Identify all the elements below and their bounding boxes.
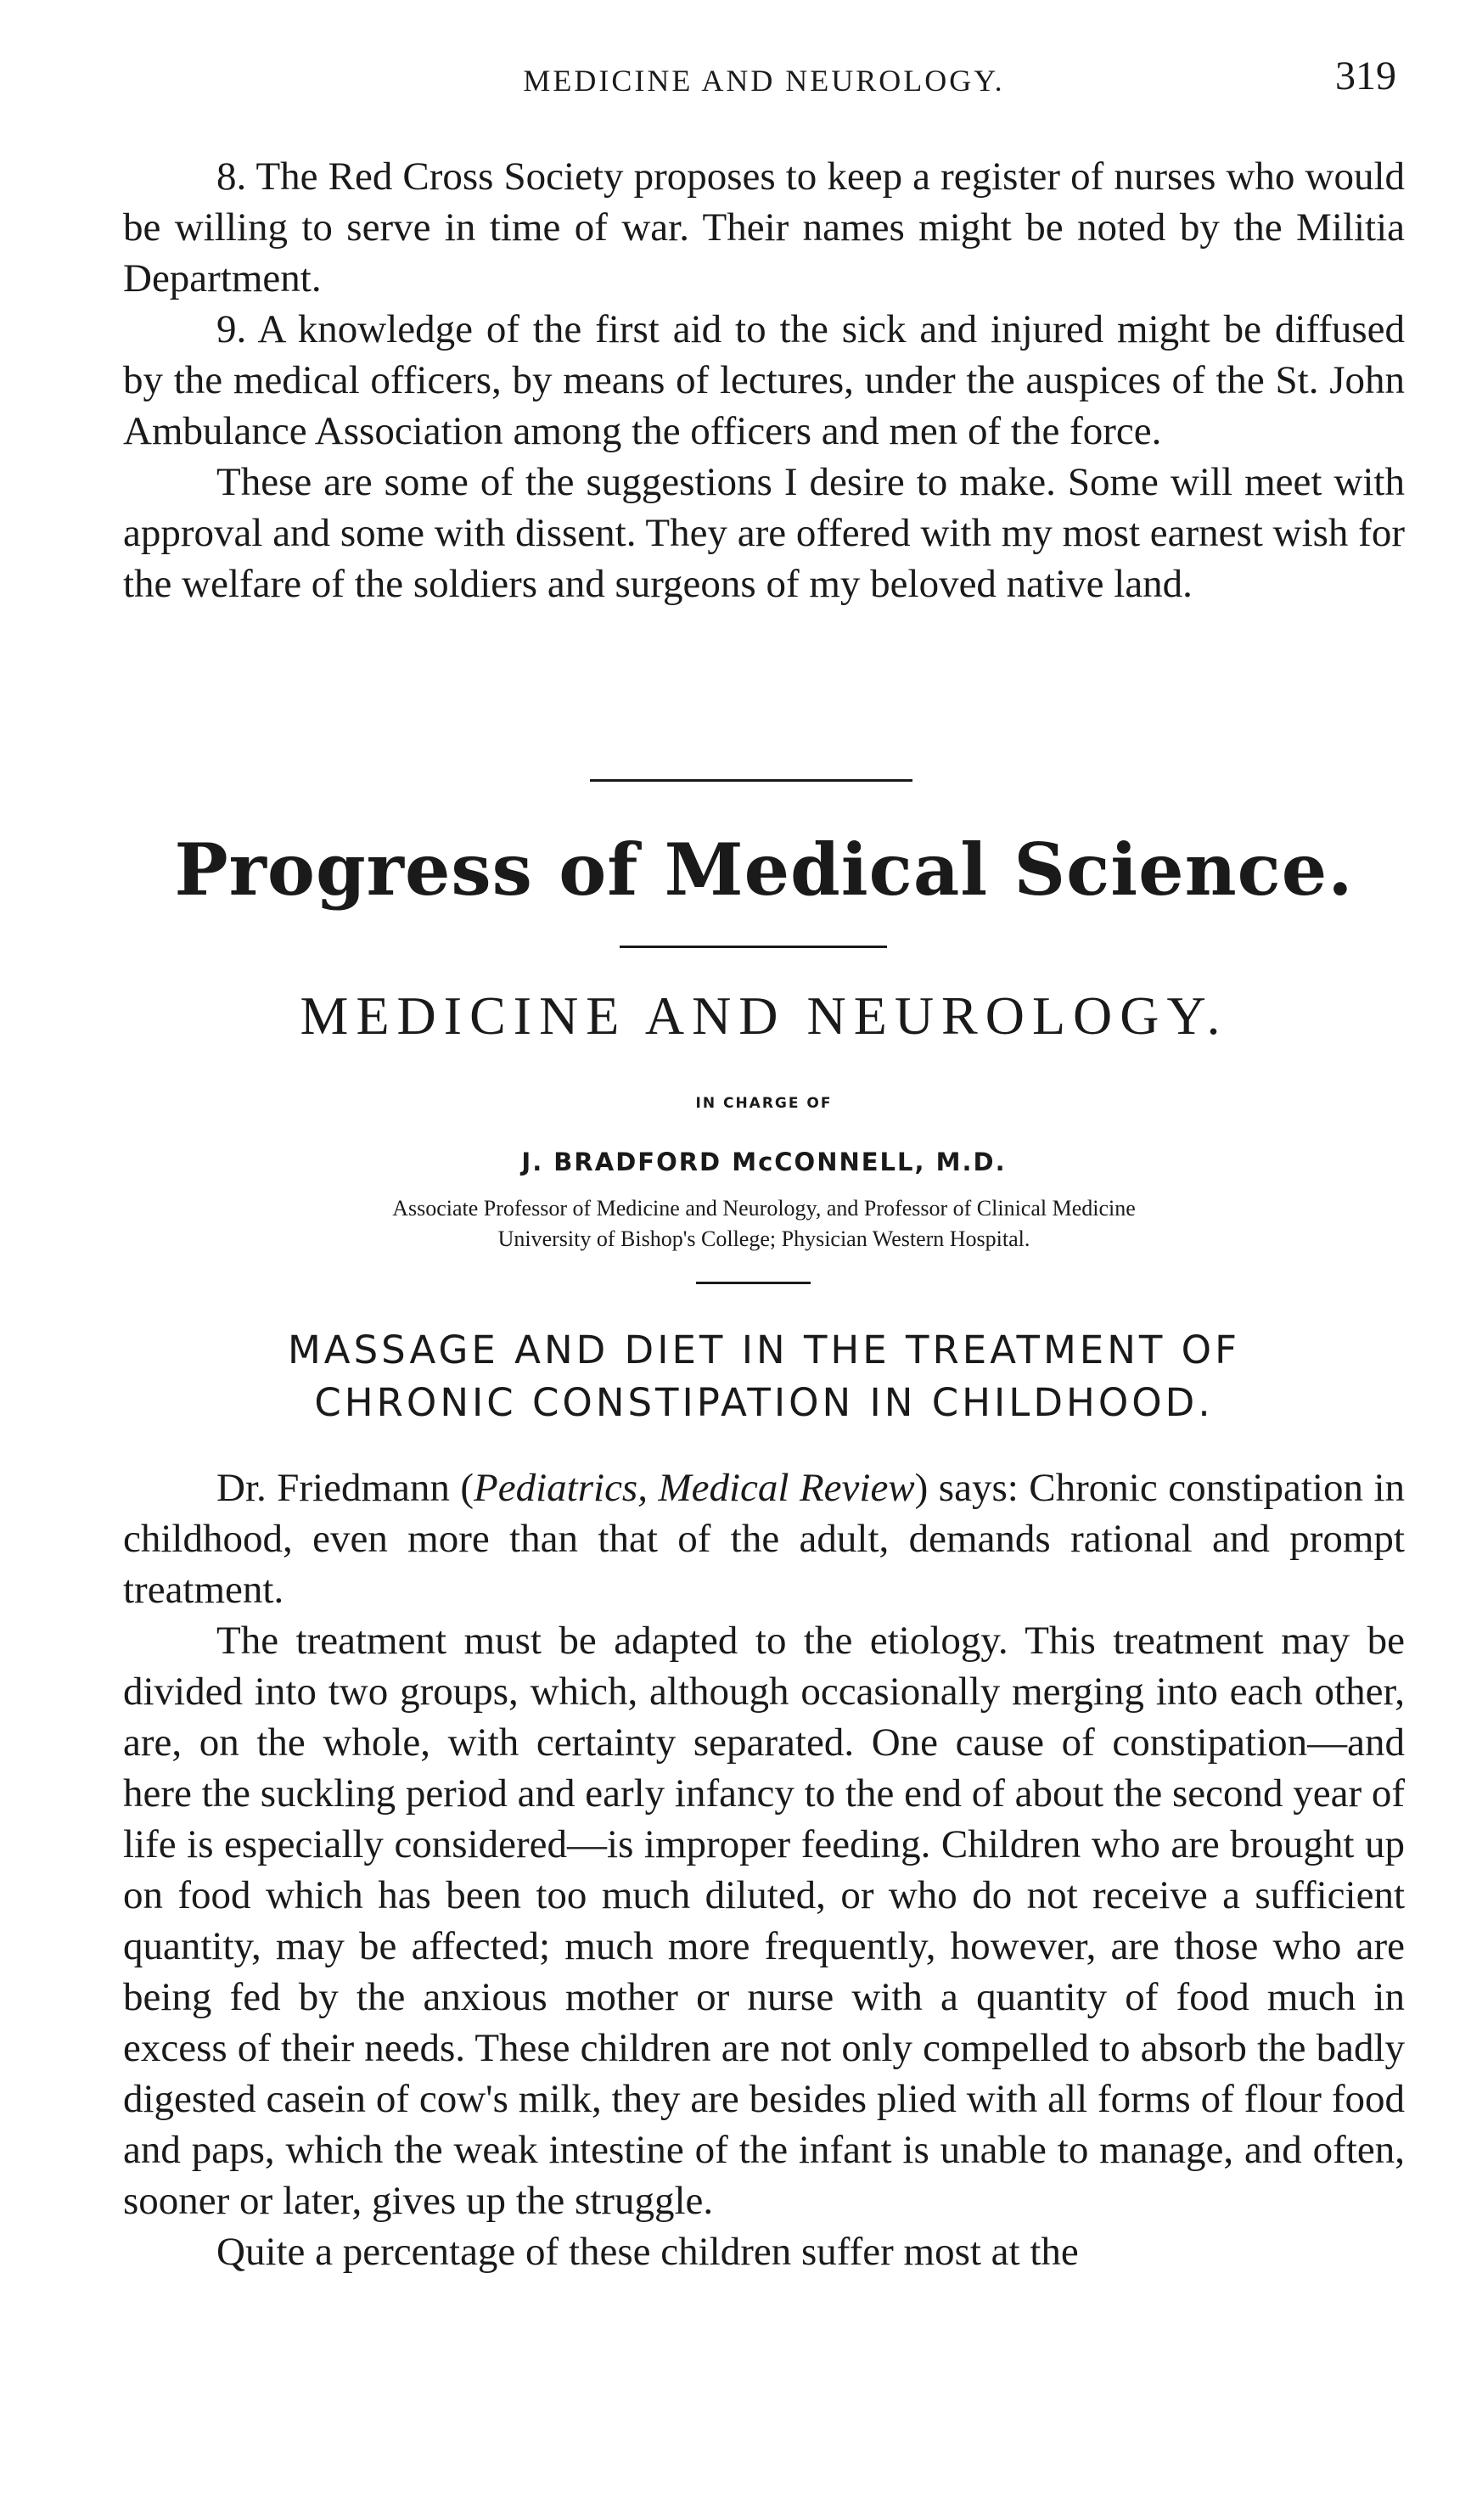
editor-affiliation-line-1: Associate Professor of Medicine and Neurology, and Professor of Clinical Medicine [392, 1196, 1136, 1221]
editor-affiliation-line-2: University of Bishop's College; Physician Western Hospital. [497, 1226, 1030, 1251]
section-title-underline [620, 946, 887, 948]
source-citation: Pediatrics, Medical Review [474, 1466, 915, 1510]
section-title: Progress of Medical Science. [174, 828, 1354, 912]
article-paragraph-2: The treatment must be adapted to the etiology. This treatment may be divided into two groups, which, although occasionally merging into each other, are, on the whole, with certainty separated. One cause of constipation—and here the suckling period and early infancy to the end of about the second year of life is especially considered—is improper feeding. Children who are brought up on food which has been too much diluted, or who do not receive a sufficient quantity, may be affected; much more frequently, however, are those who are being fed by the anxious mother or nurse with a quantity of food much in excess of their needs. These children are not only compelled to absorb the badly digested casein of cow's milk, they are besides plied with all forms of flour food and paps, which the weak intestine of the infant is unable to manage, and often, sooner or later, gives up the struggle. [123, 1619, 1405, 2223]
article-paragraph-3: Quite a percentage of these children suffer most at the [216, 2230, 1079, 2274]
article-title [123, 1324, 1405, 1429]
article-title-line-1: MASSAGE AND DIET IN THE TREATMENT OF [287, 1327, 1240, 1372]
paragraph-closing: These are some of the suggestions I desire to make. Some will meet with approval and some with dissent. They are offered with my most earnest wish for the welfare of the soldiers and surgeons of my beloved native land. [123, 460, 1405, 606]
article-paragraph-1 [123, 1462, 1405, 1615]
article-divider-rule [696, 1282, 811, 1284]
in-charge-label: IN CHARGE OF [695, 1095, 833, 1112]
article-title-line-2: CHRONIC CONSTIPATION IN CHILDHOOD. [314, 1380, 1214, 1425]
paragraph-item-8: 8. The Red Cross Society proposes to keep a register of nurses who would be willing to serve in time of war. Their names might be noted by the Militia Department. [123, 154, 1405, 300]
editor-name: J. BRADFORD McCONNELL, M.D. [521, 1148, 1007, 1176]
page-number: 319 [1335, 53, 1396, 98]
article-body [123, 1462, 1405, 2277]
department-title: MEDICINE AND NEUROLOGY. [300, 985, 1228, 1046]
paragraph-lead: Dr. Friedmann ( [216, 1466, 474, 1510]
paragraph-item-9: 9. A knowledge of the first aid to the sick and injured might be diffused by the medical officers, by means of lectures, under the auspices of the St. John Ambulance Association among the officers and men of the force. [123, 307, 1405, 453]
paragraph-rest: ) says: Chronic constipation in childhood, even more than that of the adult, demands rational and prompt treatment. [123, 1466, 1406, 1612]
running-title: MEDICINE AND NEUROLOGY. [523, 64, 1005, 98]
section-divider-rule [590, 779, 912, 782]
top-section [123, 151, 1405, 609]
running-head [123, 53, 1405, 104]
